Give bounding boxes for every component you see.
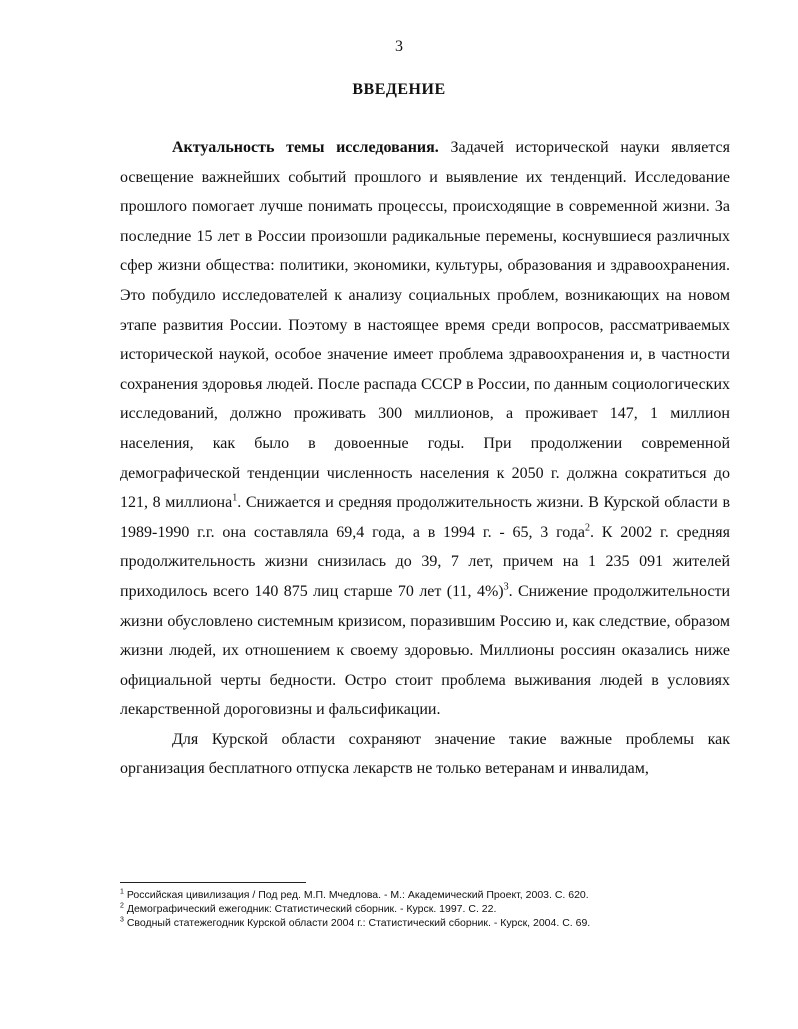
footnote-text: Российская цивилизация / Под ред. М.П. Мчедлова. - М.: Академический Проект, 2003. С. 620. bbox=[126, 889, 589, 901]
page-title: ВВЕДЕНИЕ bbox=[352, 81, 446, 98]
paragraph-text: . Снижается и средняя продолжительность жизни. В Курской области в 1989-1990 г.г. она составляла 69,4 года, а в 1994 г. - 65, 3 года bbox=[120, 494, 731, 541]
paragraph-text: Задачей исторической науки является освещение важнейших событий прошлого и выявление их тенденций. Исследование прошлого помогает лучше понимать процессы, происходящие в современной жизни. За последние 15 лет в России произошли радикальные перемены, коснувшиеся различных сфер жизни общества: политики, экономики, культуры, образования и здравоохранения. Это побудило исследователей к анализу социальных проблем, возникающих на новом этапе развития России. Поэтому в настоящее время среди вопросов, рассматриваемых исторической наукой, особое значение имеет проблема здравоохранения и, в частности сохранения здоровья людей. После распада СССР в России, по данным социологических исследований, должно проживать 300 миллионов, а проживает 147, 1 миллион населения, как было в довоенные годы. При продолжении современной демографической тенденции численность населения к 2050 г. должна сократиться до 121, 8 миллиона bbox=[120, 139, 731, 512]
page-number: 3 bbox=[395, 38, 403, 55]
footnote-mark: 1 bbox=[120, 888, 124, 896]
footnote-item bbox=[120, 902, 740, 916]
footnote-ref: 3 bbox=[503, 581, 509, 593]
paragraph-text: . К 2002 г. средняя продолжительность жизни снизилась до 39, 7 лет, причем на 1 235 091 жителей приходилось всего 140 875 лиц старше 70 лет (11, 4%) bbox=[120, 523, 730, 600]
paragraph-kursk: Для Курской области сохраняют значение такие важные проблемы как организация бесплатного отпуска лекарств не только ветеранам и инвалидам, bbox=[120, 730, 730, 778]
footnote-text: Демографический ежегодник: Статистический сборник. - Курск. 1997. С. 22. bbox=[126, 903, 497, 915]
footnote-mark: 3 bbox=[120, 916, 124, 924]
paragraph-relevance bbox=[120, 133, 730, 725]
footnote-ref: 2 bbox=[585, 522, 591, 534]
footnote-ref: 1 bbox=[232, 492, 238, 504]
footnote-item bbox=[120, 888, 740, 902]
footnote-divider bbox=[120, 882, 306, 883]
footnote-text: Сводный статежегодник Курской области 2004 г.: Статистический сборник. - Курск, 2004. С. 69. bbox=[126, 917, 591, 929]
paragraph-lead: Актуальность темы исследования. bbox=[172, 139, 439, 156]
footnotes bbox=[120, 888, 740, 930]
footnote-mark: 2 bbox=[120, 902, 124, 910]
footnote-item bbox=[120, 916, 740, 930]
body-text bbox=[120, 133, 730, 784]
paragraph-text: . Снижение продолжительности жизни обусловлено системным кризисом, поразившим Россию и, как следствие, образом жизни людей, их отношением к своему здоровью. Миллионы россиян оказались ниже официальной черты бедности. Остро стоит проблема выживания людей в условиях лекарственной дороговизны и фальсификации. bbox=[120, 582, 731, 719]
